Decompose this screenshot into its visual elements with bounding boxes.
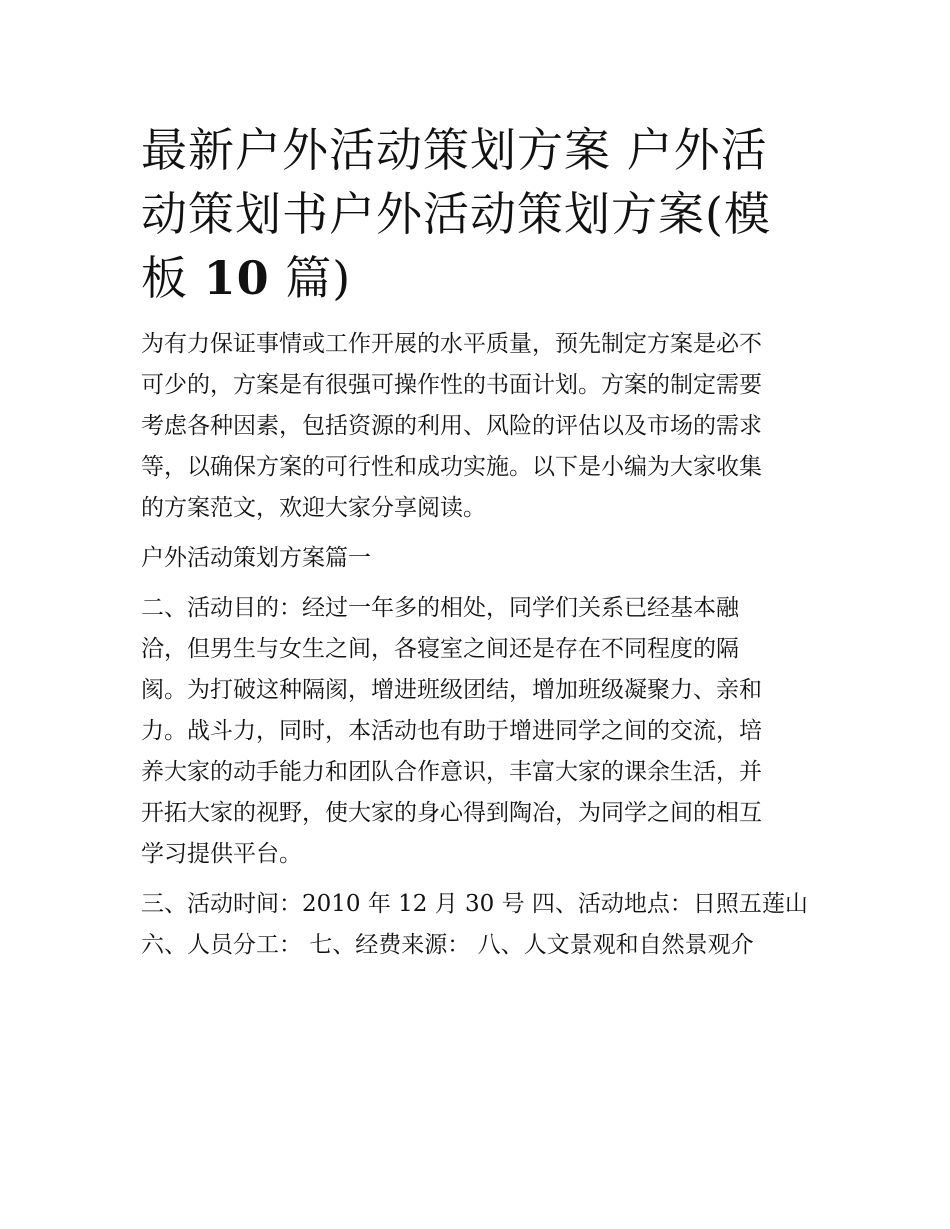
intro-line: 考虑各种因素，包括资源的利用、风险的评估以及市场的需求 <box>141 413 762 439</box>
title-line-3-prefix: 板 <box>141 251 204 305</box>
details-paragraph <box>141 884 813 966</box>
purpose-line: 二、活动目的：经过一年多的相处，同学们关系已经基本融 <box>141 595 739 621</box>
intro-paragraph <box>141 324 813 529</box>
purpose-line: 洽，但男生与女生之间，各寝室之间还是存在不同程度的隔 <box>141 636 739 662</box>
intro-line: 等，以确保方案的可行性和成功实施。以下是小编为大家收集 <box>141 454 762 480</box>
purpose-paragraph <box>141 588 813 875</box>
document-content <box>141 118 813 966</box>
intro-line: 的方案范文，欢迎大家分享阅读。 <box>141 495 486 521</box>
paragraph-gap <box>141 529 813 538</box>
intro-line: 为有力保证事情或工作开展的水平质量，预先制定方案是必不 <box>141 331 762 357</box>
title-line-1: 最新户外活动策划方案 户外活 <box>141 123 768 177</box>
details-line: 六、人员分工： 七、经费来源： 八、人文景观和自然景观介 <box>141 932 754 958</box>
purpose-line: 养大家的动手能力和团队合作意识，丰富大家的课余生活，并 <box>141 759 762 785</box>
details-line: 三、活动时间：2010 年 12 月 30 号 四、活动地点：日照五莲山 <box>141 891 808 917</box>
intro-line: 可少的，方案是有很强可操作性的书面计划。方案的制定需要 <box>141 372 762 398</box>
title-line-3 <box>141 246 813 310</box>
paragraph-gap <box>141 875 813 884</box>
document-body <box>141 324 813 966</box>
purpose-line: 力。战斗力，同时，本活动也有助于增进同学之间的交流，培 <box>141 718 762 744</box>
document-title <box>141 118 813 310</box>
purpose-line: 开拓大家的视野，使大家的身心得到陶冶，为同学之间的相互 <box>141 800 762 826</box>
paragraph-gap <box>141 579 813 588</box>
section-heading: 户外活动策划方案篇一 <box>141 545 371 571</box>
title-line-2: 动策划书户外活动策划方案(模 <box>141 187 771 241</box>
title-line-3-number: 10 <box>203 251 270 305</box>
purpose-line: 学习提供平台。 <box>141 841 302 867</box>
purpose-line: 阂。为打破这种隔阂，增进班级团结，增加班级凝聚力、亲和 <box>141 677 762 703</box>
title-line-3-suffix: 篇) <box>269 251 352 305</box>
